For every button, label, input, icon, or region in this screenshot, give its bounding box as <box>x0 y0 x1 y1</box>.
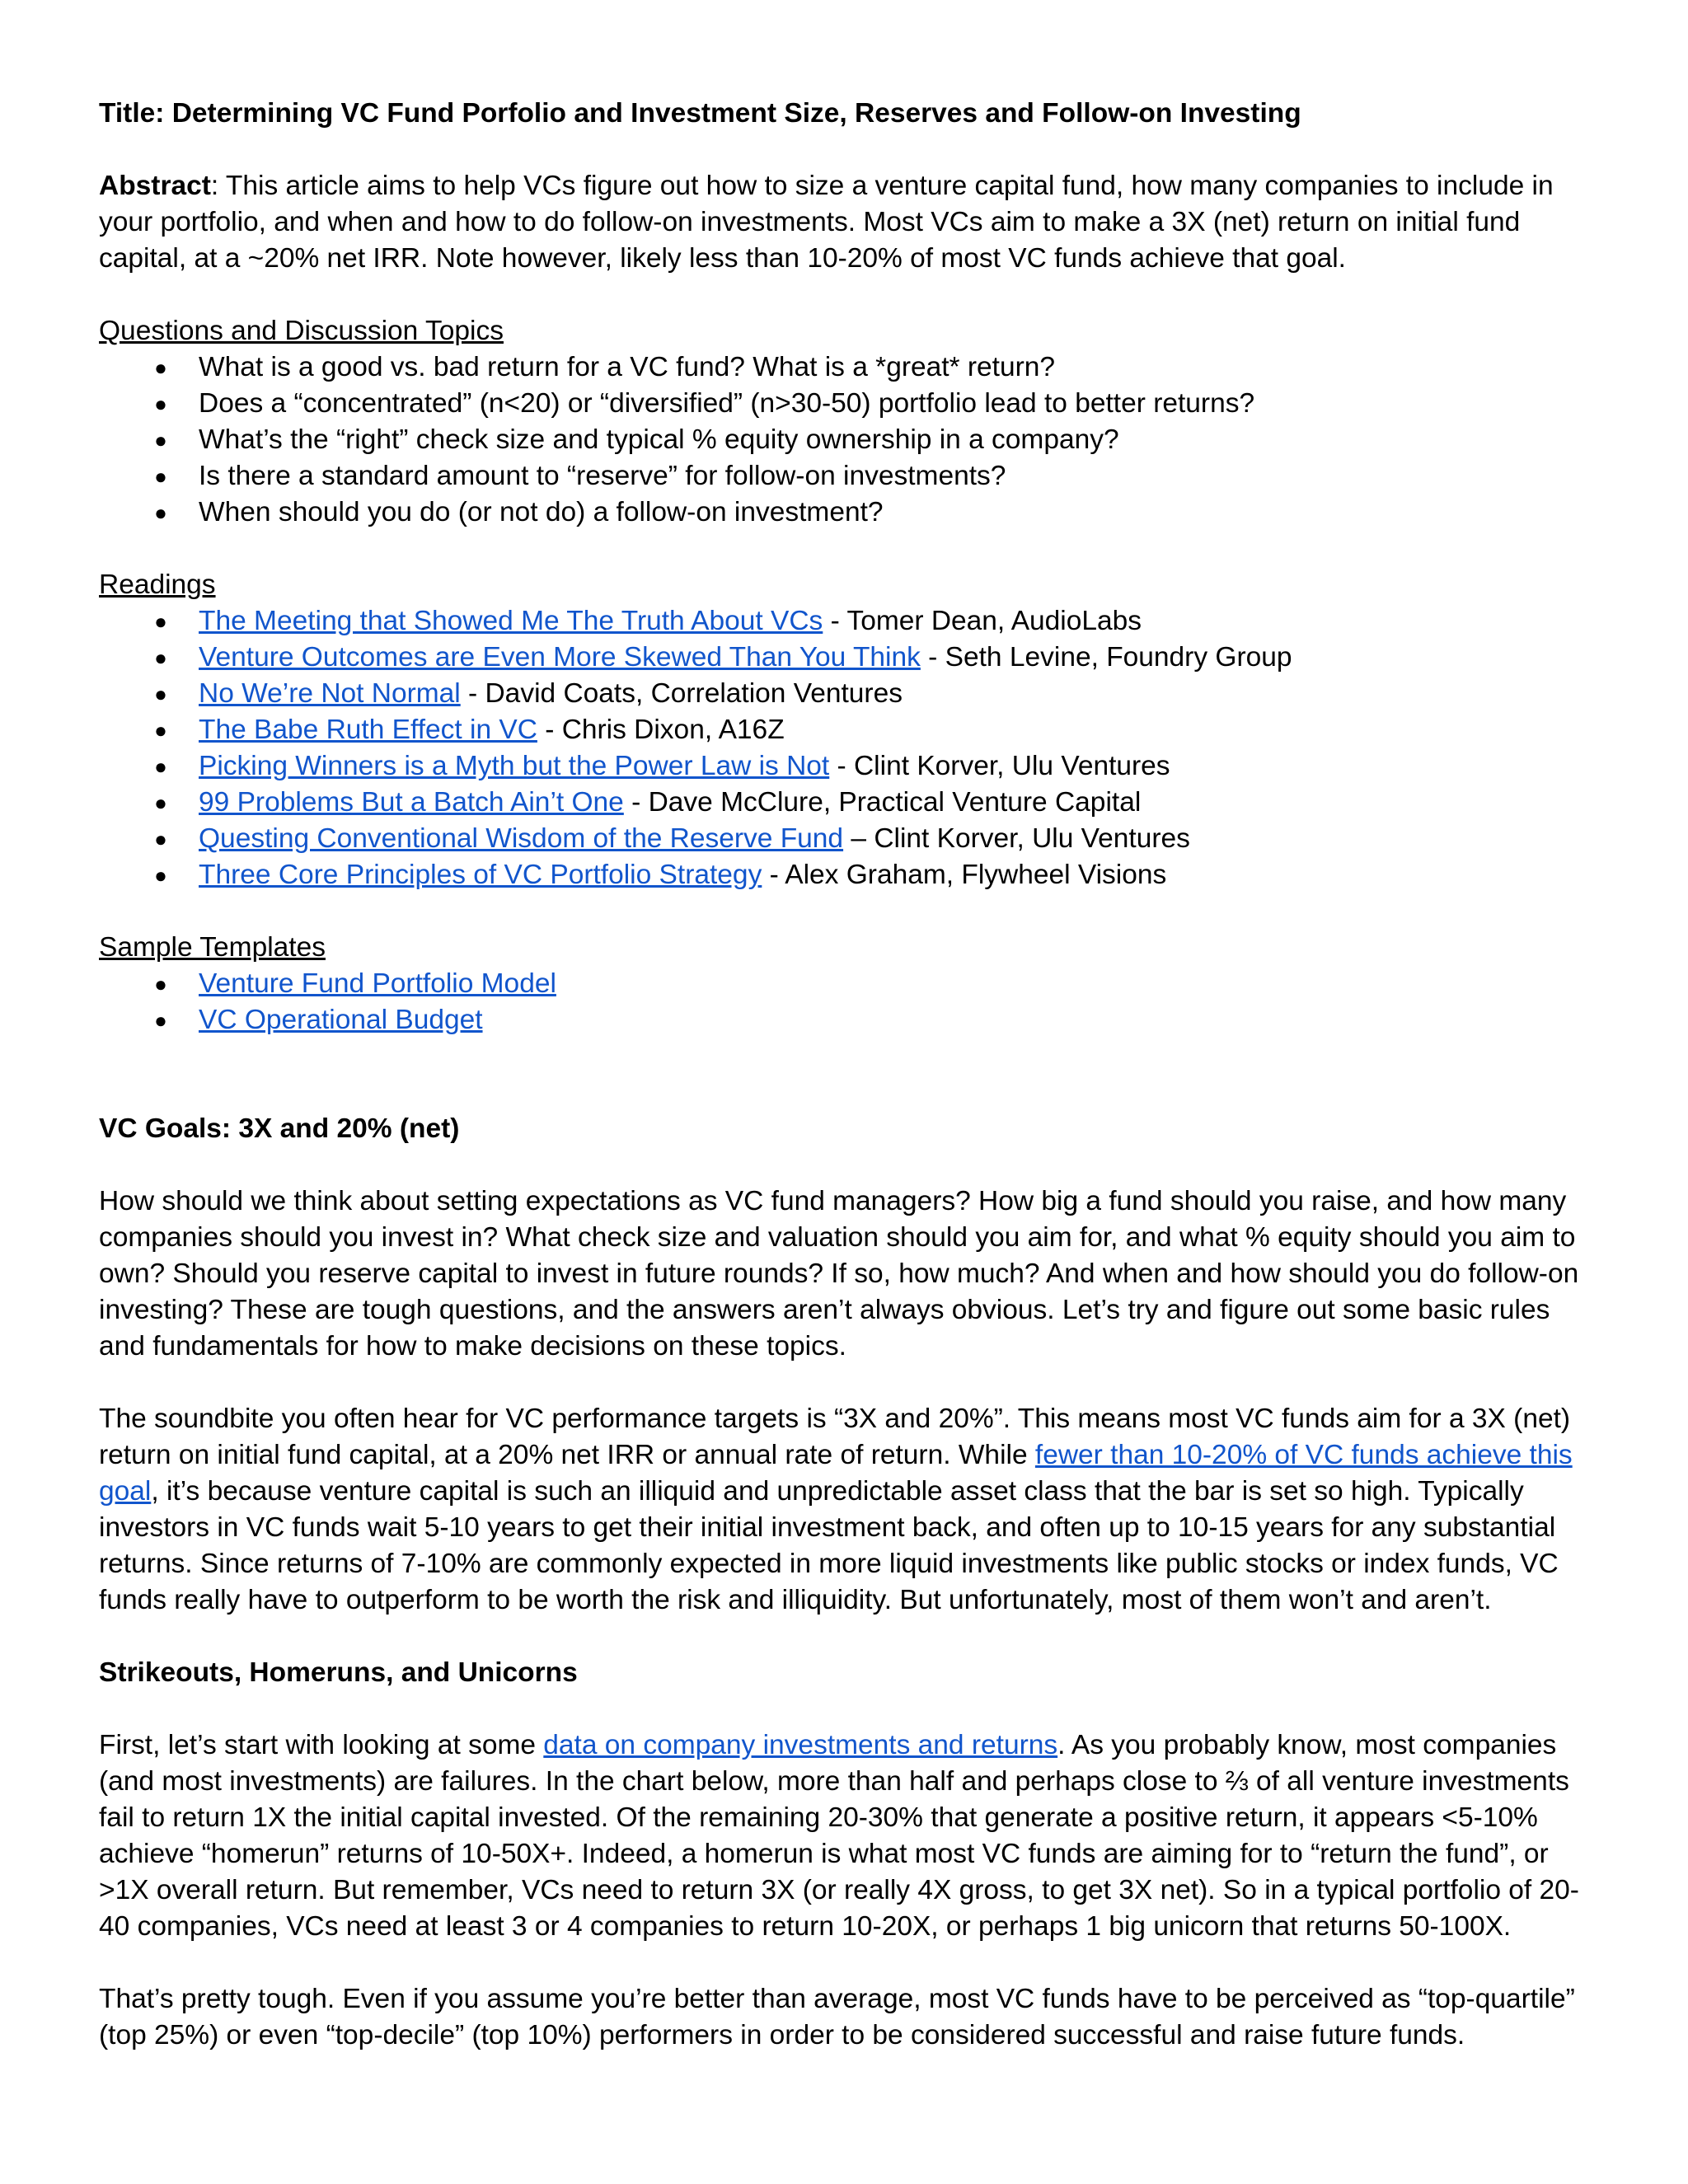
list-item <box>99 422 1591 458</box>
vc-goals-paragraph-1: How should we think about setting expectations as VC fund managers? How big a fund should you raise, and how many companies should you invest in? What check size and valuation should you aim for, and what % equity should you aim to own? Should you reserve capital to invest in future rounds? If so, how much? And when and how should you do follow-on investing? These are tough questions, and the answers aren’t always obvious. Let’s try and figure out some basic rules and fundamentals for how to make decisions on these topics. <box>99 1186 1579 1361</box>
spacer <box>99 1147 1591 1183</box>
list-item <box>99 966 1591 1002</box>
spacer <box>99 1691 1591 1727</box>
section-heading-strikeouts: Strikeouts, Homeruns, and Unicorns <box>99 1657 578 1688</box>
spacer <box>99 531 1591 567</box>
document-title: Title: Determining VC Fund Porfolio and Investment Size, Reserves and Follow-on Investing <box>99 98 1301 129</box>
spacer <box>99 1038 1591 1111</box>
bullet-icon: ● <box>154 827 167 851</box>
strikeouts-paragraph-2: That’s pretty tough. Even if you assume you’re better than average, most VC funds have to be perceived as “top-quartile” (top 25%) or even “top-decile” (top 10%) performers in order to be considered successful and raise future funds. <box>99 1984 1575 2050</box>
readings-list <box>99 603 1591 893</box>
investment-data-link[interactable]: data on company investments and returns <box>543 1730 1058 1760</box>
list-item <box>99 857 1591 893</box>
templates-heading: Sample Templates <box>99 932 326 963</box>
paragraph-text: , it’s because venture capital is such an illiquid and unpredictable asset class that the bar is set so high. Typically investors in VC funds wait 5-10 years to get their initial investment back, and often up to 10-15 years for any substantial returns. Since returns of 7-10% are commonly expected in more liquid investments like public stocks or index funds, VC funds really have to outperform to be worth the risk and illiquidity. But unfortunately, most of them won’t and aren’t. <box>99 1476 1559 1615</box>
strikeouts-paragraph-1 <box>99 1727 1591 1945</box>
list-item <box>99 712 1591 748</box>
bullet-icon: ● <box>154 682 167 706</box>
list-item <box>99 821 1591 857</box>
bullet-icon: ● <box>154 645 167 670</box>
reading-link[interactable]: Three Core Principles of VC Portfolio Strategy <box>199 860 762 890</box>
abstract-text: : This article aims to help VCs figure out how to size a venture capital fund, how many companies to include in your portfolio, and when and how to do follow-on investments. Most VCs aim to make a 3X (net) return on initial fund capital, at a ~20% net IRR. Note however, likely less than 10-20% of most VC funds achieve that goal. <box>99 171 1554 274</box>
section-heading-vc-goals: VC Goals: 3X and 20% (net) <box>99 1113 460 1144</box>
reading-link[interactable]: 99 Problems But a Batch Ain’t One <box>199 787 624 818</box>
reading-link[interactable]: Questing Conventional Wisdom of the Reserve Fund <box>199 823 844 854</box>
template-link[interactable]: VC Operational Budget <box>199 1005 483 1035</box>
list-item <box>99 785 1591 821</box>
spacer <box>99 1619 1591 1655</box>
bullet-icon: ● <box>154 754 167 779</box>
spacer <box>99 893 1591 930</box>
spacer <box>99 1365 1591 1401</box>
list-item <box>99 640 1591 676</box>
bullet-icon: ● <box>154 609 167 634</box>
list-item <box>99 349 1591 386</box>
reading-author: – Clint Korver, Ulu Ventures <box>843 823 1190 854</box>
list-item <box>99 458 1591 494</box>
paragraph-text: . As you probably know, most companies (and most investments) are failures. In the chart below, more than half and perhaps close to ⅔ of all venture investments fail to return 1X the initial capital invested. Of the remaining 20-30% that generate a positive return, it appears <5-10% achieve “homerun” returns of 10-50X+. Indeed, a homerun is what most VC funds are aiming for to “return the fund”, or >1X overall return. But remember, VCs need to return 3X (or really 4X gross, to get 3X net). So in a typical portfolio of 20-40 companies, VCs need at least 3 or 4 companies to return 10-20X, or perhaps 1 big unicorn that returns 50-100X. <box>99 1730 1579 1942</box>
question-text: Does a “concentrated” (n<20) or “diversified” (n>30-50) portfolio lead to better returns? <box>199 388 1255 419</box>
reading-link[interactable]: The Meeting that Showed Me The Truth About VCs <box>199 606 823 636</box>
readings-heading: Readings <box>99 569 216 600</box>
paragraph-text: The soundbite you often hear for VC performance targets is “3X and 20%”. This means most VC funds aim for a 3X (net) return on initial fund capital, at a 20% net IRR or annual rate of return. While <box>99 1404 1571 1470</box>
list-item <box>99 1002 1591 1038</box>
reading-link[interactable]: Picking Winners is a Myth but the Power Law is Not <box>199 751 830 781</box>
reading-author: - Seth Levine, Foundry Group <box>920 642 1292 673</box>
bullet-icon: ● <box>154 500 167 525</box>
question-text: What is a good vs. bad return for a VC fund? What is a *great* return? <box>199 352 1056 382</box>
questions-list <box>99 349 1591 531</box>
bullet-icon: ● <box>154 863 167 888</box>
templates-list <box>99 966 1591 1038</box>
bullet-icon: ● <box>154 464 167 489</box>
reading-link[interactable]: No We’re Not Normal <box>199 678 461 709</box>
paragraph-text: First, let’s start with looking at some <box>99 1730 544 1760</box>
bullet-icon: ● <box>154 1008 167 1033</box>
vc-funds-goal-link[interactable]: fewer than 10-20% of VC funds achieve this goal <box>99 1440 1573 1507</box>
list-item <box>99 603 1591 640</box>
bullet-icon: ● <box>154 391 167 416</box>
bullet-icon: ● <box>154 790 167 815</box>
spacer <box>99 1945 1591 1981</box>
questions-heading: Questions and Discussion Topics <box>99 316 504 346</box>
abstract-paragraph <box>99 168 1591 277</box>
abstract-label: Abstract <box>99 171 211 201</box>
list-item <box>99 494 1591 531</box>
template-link[interactable]: Venture Fund Portfolio Model <box>199 968 556 999</box>
reading-link[interactable]: The Babe Ruth Effect in VC <box>199 715 537 745</box>
reading-author: - Dave McClure, Practical Venture Capital <box>623 787 1142 818</box>
list-item <box>99 748 1591 785</box>
vc-goals-paragraph-2 <box>99 1401 1591 1619</box>
list-item <box>99 386 1591 422</box>
reading-author: - David Coats, Correlation Ventures <box>460 678 903 709</box>
bullet-icon: ● <box>154 718 167 743</box>
question-text: What’s the “right” check size and typical % equity ownership in a company? <box>199 424 1119 455</box>
bullet-icon: ● <box>154 428 167 452</box>
list-item <box>99 676 1591 712</box>
question-text: Is there a standard amount to “reserve” for follow-on investments? <box>199 461 1006 491</box>
reading-link[interactable]: Venture Outcomes are Even More Skewed Than You Think <box>199 642 921 673</box>
reading-author: - Clint Korver, Ulu Ventures <box>829 751 1170 781</box>
question-text: When should you do (or not do) a follow-on investment? <box>199 497 884 527</box>
reading-author: - Chris Dixon, A16Z <box>537 715 785 745</box>
spacer <box>99 132 1591 168</box>
spacer <box>99 277 1591 313</box>
reading-author: - Tomer Dean, AudioLabs <box>823 606 1142 636</box>
bullet-icon: ● <box>154 355 167 380</box>
reading-author: - Alex Graham, Flywheel Visions <box>762 860 1167 890</box>
bullet-icon: ● <box>154 972 167 996</box>
